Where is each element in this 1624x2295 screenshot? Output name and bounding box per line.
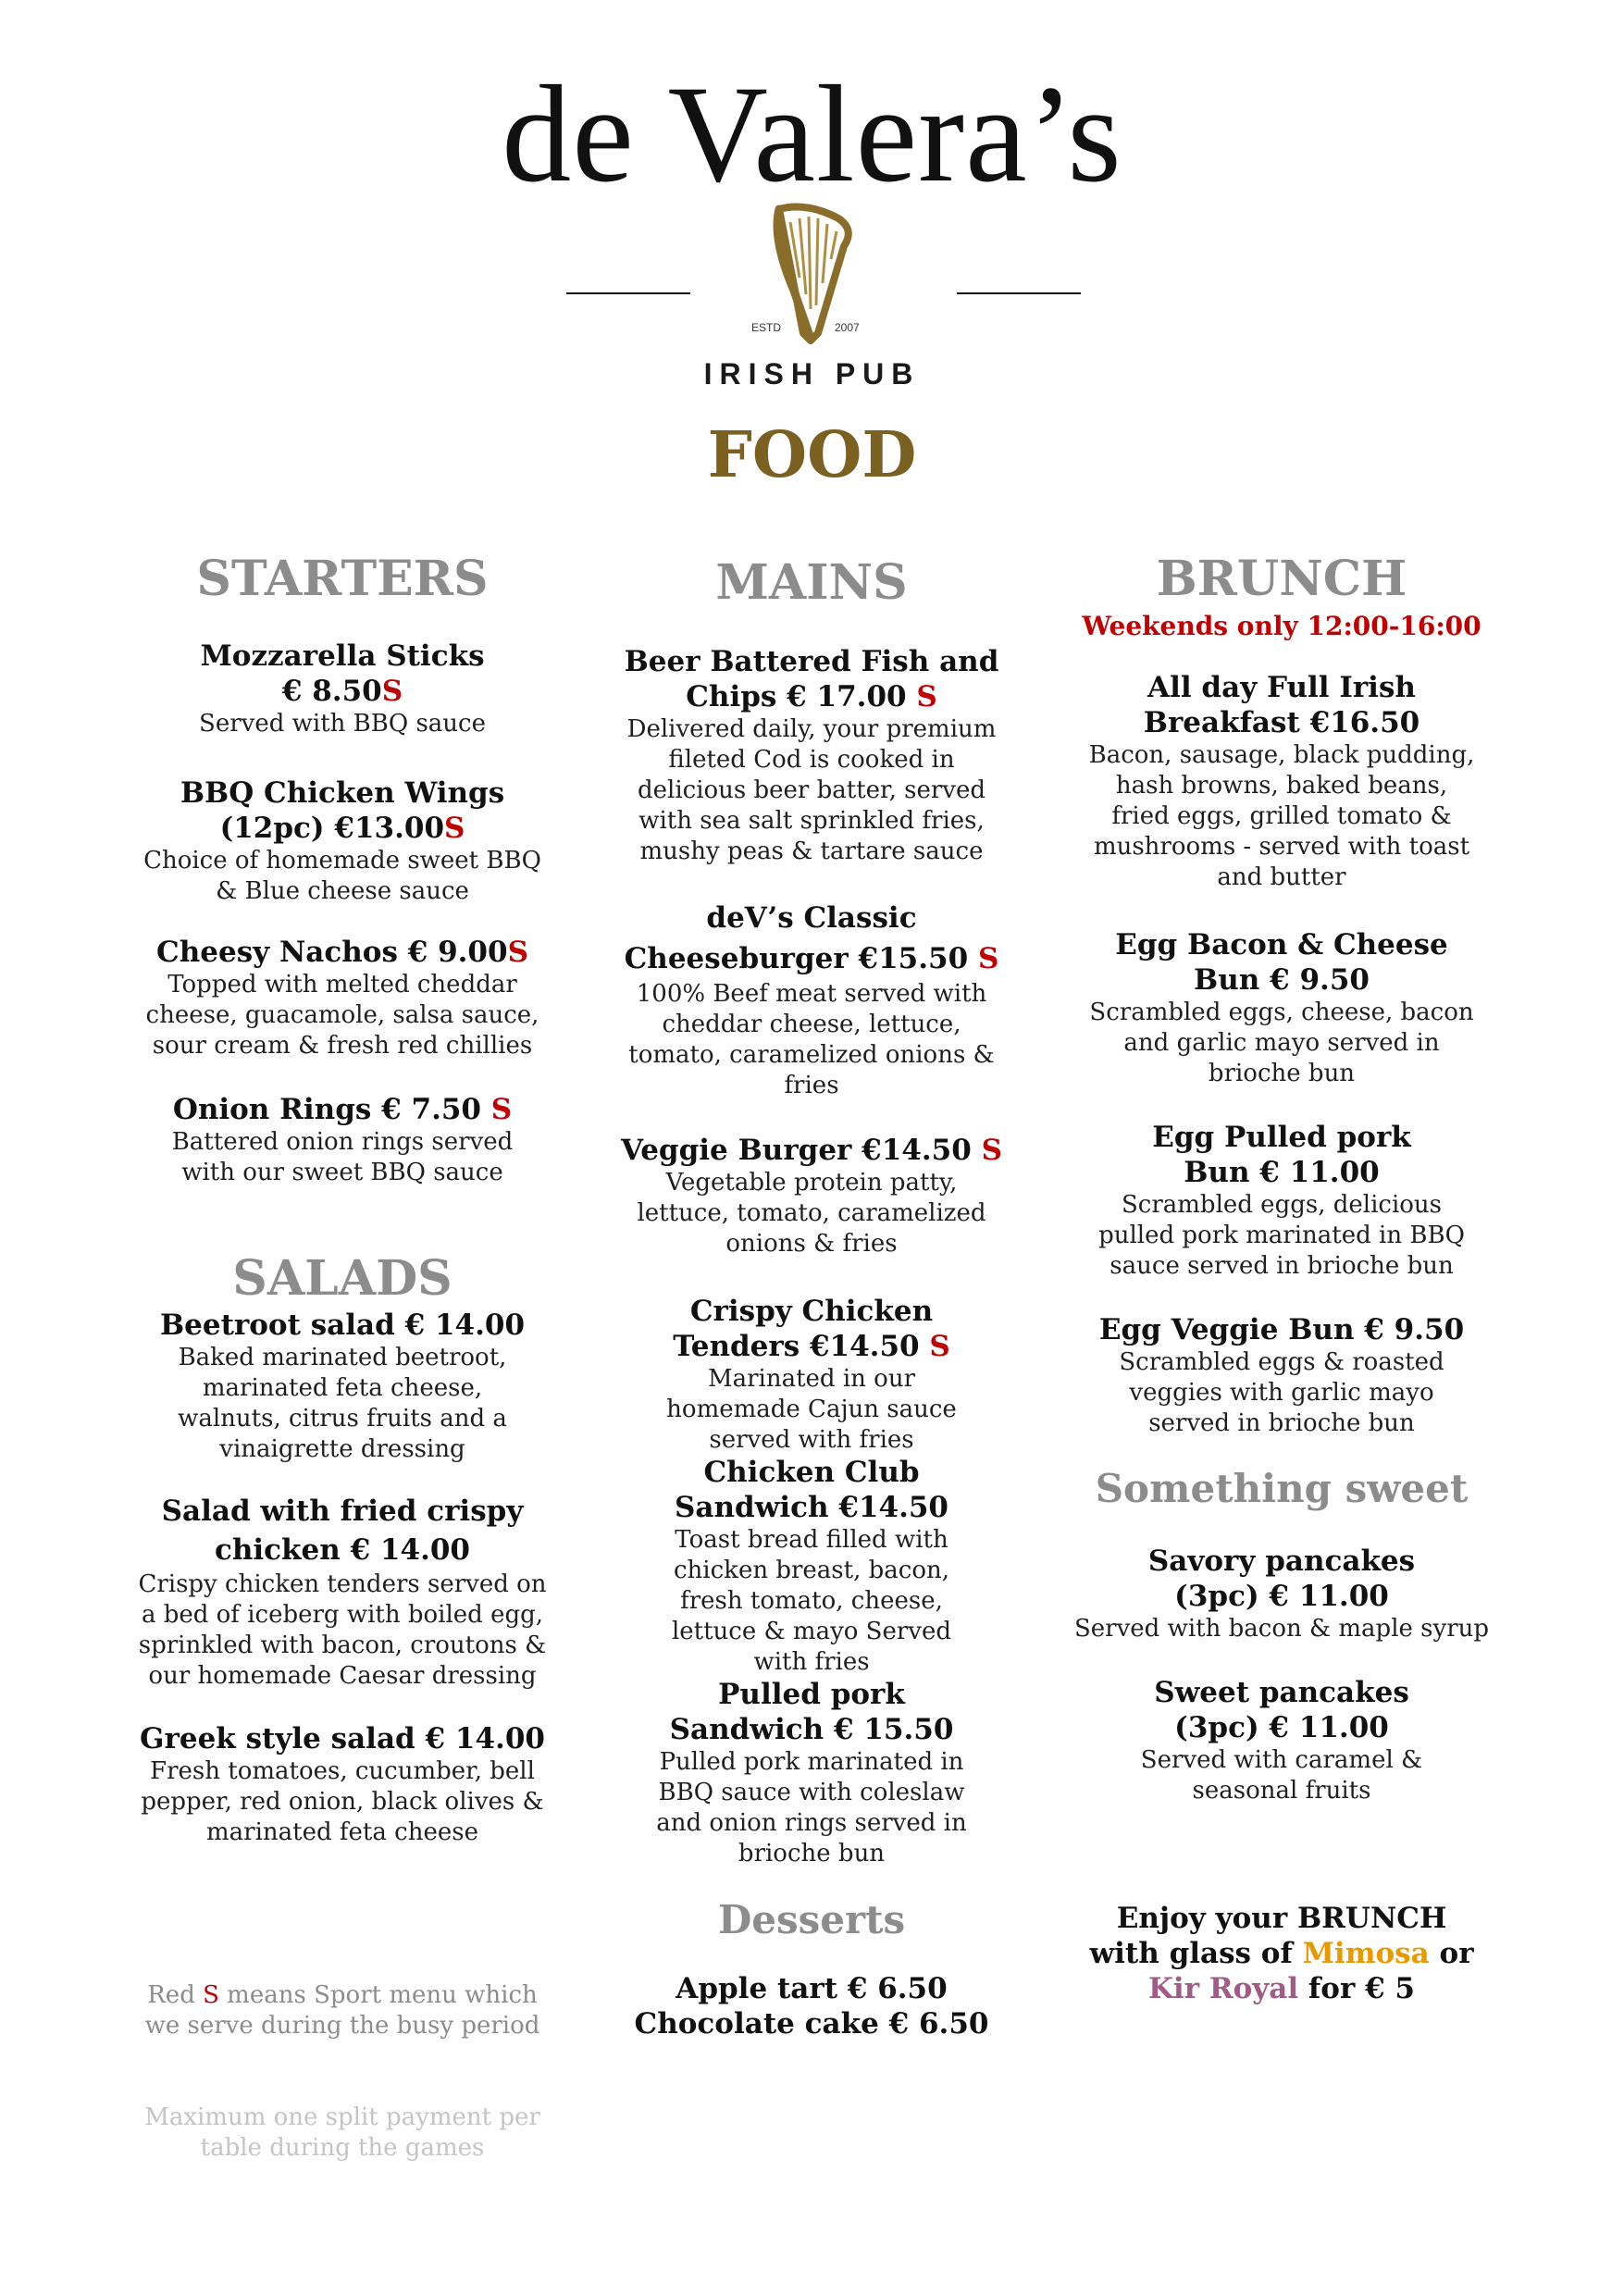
item-description: Scrambled eggs & roasted veggies with garlic mayo served in brioche bun: [1119, 1348, 1444, 1437]
item-description: Delivered daily, your premium fileted Cod is cooked in delicious beer batter, served with sea salt sprinkled fries, mushy peas & tartare sauce: [626, 715, 997, 865]
established-year: 2007: [835, 321, 860, 334]
item-name: Veggie Burger €14.50: [621, 1134, 982, 1167]
item-name: Savory pancakes (3pc) € 11.00: [1147, 1544, 1416, 1613]
promo-mimosa: Mimosa: [1302, 1937, 1430, 1970]
item-description: Bacon, sausage, black pudding, hash browns, baked beans, fried eggs, grilled tomato & mushrooms - served with toast and butter: [1088, 741, 1475, 891]
sport-marker: S: [203, 1981, 219, 2009]
sport-marker: S: [490, 1093, 513, 1126]
item-name: Crispy Chicken Tenders €14.50: [673, 1295, 934, 1363]
sport-marker: S: [981, 1134, 1002, 1167]
item-name: Mozzarella Sticks: [200, 639, 485, 673]
sport-marker: S: [929, 1330, 950, 1363]
menu-item: [120, 1492, 564, 1692]
promo-kir-royal: Kir Royal: [1147, 1972, 1299, 2005]
mains-heading: MAINS: [715, 554, 908, 611]
menu-item: [608, 644, 1015, 867]
section-title-food: FOOD: [707, 418, 917, 492]
established-label: ESTD: [751, 321, 782, 334]
menu-item: [1060, 1312, 1504, 1439]
sport-marker: S: [381, 675, 403, 708]
menu-item: [120, 1308, 564, 1465]
item-name: All day Full Irish Breakfast €16.50: [1143, 671, 1420, 739]
promo-text: Enjoy your BRUNCH with glass of: [1089, 1902, 1447, 1970]
menu-item: [120, 935, 564, 1061]
brunch-promo: [1078, 1901, 1485, 2006]
item-name: Pulled pork Sandwich € 15.50: [669, 1678, 954, 1746]
item-description: Vegetable protein patty, lettuce, tomato, caramelized onions & fries: [637, 1169, 986, 1258]
item-description: 100% Beef meat served with cheddar cheese, lettuce, tomato, caramelized onions & fries: [628, 980, 995, 1099]
sport-marker: S: [444, 812, 465, 845]
sport-marker: S: [977, 942, 999, 975]
divider-right: [957, 292, 1081, 294]
note-text: means Sport menu which we serve during the busy period: [144, 1981, 540, 2040]
something-sweet-heading: Something sweet: [1095, 1466, 1469, 1511]
brand-title: de Valera’s: [502, 57, 1122, 211]
item-description: Pulled pork marinated in BBQ sauce with coleslaw and onion rings served in brioche bun: [656, 1748, 967, 1867]
menu-item: [1060, 1120, 1504, 1282]
menu-item: [1060, 1675, 1504, 1806]
item-name: BBQ Chicken Wings: [180, 776, 505, 810]
note-text: Red: [147, 1981, 204, 2009]
pub-subtitle: IRISH PUB: [703, 357, 921, 391]
item-name: Beer Battered Fish and Chips € 17.00: [624, 645, 999, 713]
promo-text: for € 5: [1298, 1972, 1416, 2005]
item-description: Served with BBQ sauce: [199, 710, 486, 738]
item-price: (12pc) €13.00: [219, 812, 445, 845]
item-name: Egg Veggie Bun € 9.50: [1098, 1313, 1465, 1346]
menu-item: [120, 639, 564, 739]
item-description: Crispy chicken tenders served on a bed of iceberg with boiled egg, sprinkled with bacon, croutons & our homemade Caesar dressing: [138, 1570, 547, 1690]
item-description: Choice of homemade sweet BBQ & Blue cheese sauce: [143, 847, 541, 905]
item-name: Egg Bacon & Cheese Bun € 9.50: [1115, 928, 1448, 997]
item-description: Served with bacon & maple syrup: [1073, 1615, 1490, 1643]
desserts-heading: Desserts: [717, 1897, 906, 1942]
payment-note: Maximum one split payment per table during the games: [144, 2103, 540, 2162]
item-name: Cheesy Nachos € 9.00: [156, 936, 508, 969]
promo-text: or: [1429, 1937, 1474, 1970]
sport-marker: S: [507, 936, 528, 969]
salads-heading: SALADS: [232, 1250, 452, 1307]
item-name: Beetroot salad € 14.00: [159, 1309, 526, 1342]
starters-heading: STARTERS: [196, 551, 489, 607]
item-description: Marinated in our homemade Cajun sauce served with fries: [666, 1365, 957, 1454]
item-name: Chicken Club Sandwich €14.50: [675, 1456, 948, 1524]
brunch-hours: Weekends only 12:00-16:00: [1082, 611, 1481, 641]
menu-item: [608, 1677, 1015, 1869]
menu-item: [120, 775, 564, 907]
menu-item: [608, 1294, 1015, 1456]
desserts-list: [608, 1971, 1015, 2041]
dessert-item: Chocolate cake € 6.50: [634, 2007, 989, 2041]
item-description: Toast bread filled with chicken breast, bacon, fresh tomato, cheese, lettuce & mayo Served with fries: [671, 1526, 952, 1676]
menu-item: [1078, 670, 1485, 893]
item-description: Served with caramel & seasonal fruits: [1140, 1746, 1423, 1805]
menu-item: [608, 898, 1015, 1101]
item-description: Baked marinated beetroot, marinated feta cheese, walnuts, citrus fruits and a vinaigrette dressing: [178, 1344, 507, 1463]
item-name: Salad with fried crispy chicken € 14.00: [161, 1495, 524, 1567]
item-description: Battered onion rings served with our sweet BBQ sauce: [171, 1128, 514, 1186]
item-price: € 8.50: [281, 675, 382, 708]
item-name: Sweet pancakes (3pc) € 11.00: [1154, 1676, 1409, 1744]
item-name: Onion Rings € 7.50: [172, 1093, 491, 1126]
brunch-heading: BRUNCH: [1156, 551, 1407, 607]
item-name: Greek style salad € 14.00: [140, 1722, 545, 1755]
item-name: Egg Pulled pork Bun € 11.00: [1152, 1121, 1411, 1189]
menu-item: [120, 1721, 564, 1848]
item-description: Scrambled eggs, cheese, bacon and garlic mayo served in brioche bun: [1089, 999, 1474, 1087]
item-description: Fresh tomatoes, cucumber, bell pepper, red onion, black olives & marinated feta cheese: [141, 1757, 544, 1846]
menu-item: [608, 1133, 1015, 1259]
sport-menu-note: [139, 1980, 546, 2041]
menu-item: [120, 1092, 564, 1188]
item-name: deV’s Classic Cheeseburger €15.50: [624, 901, 978, 975]
divider-left: [566, 292, 690, 294]
menu-item: [608, 1455, 1015, 1678]
dessert-item: Apple tart € 6.50: [676, 1972, 948, 2005]
item-description: Scrambled eggs, delicious pulled pork marinated in BBQ sauce served in brioche bun: [1098, 1191, 1465, 1280]
menu-item: [1060, 927, 1504, 1089]
item-description: Topped with melted cheddar cheese, guacamole, salsa sauce, sour cream & fresh red chillies: [145, 971, 539, 1060]
sport-marker: S: [916, 680, 937, 713]
menu-item: [1060, 1544, 1504, 1644]
